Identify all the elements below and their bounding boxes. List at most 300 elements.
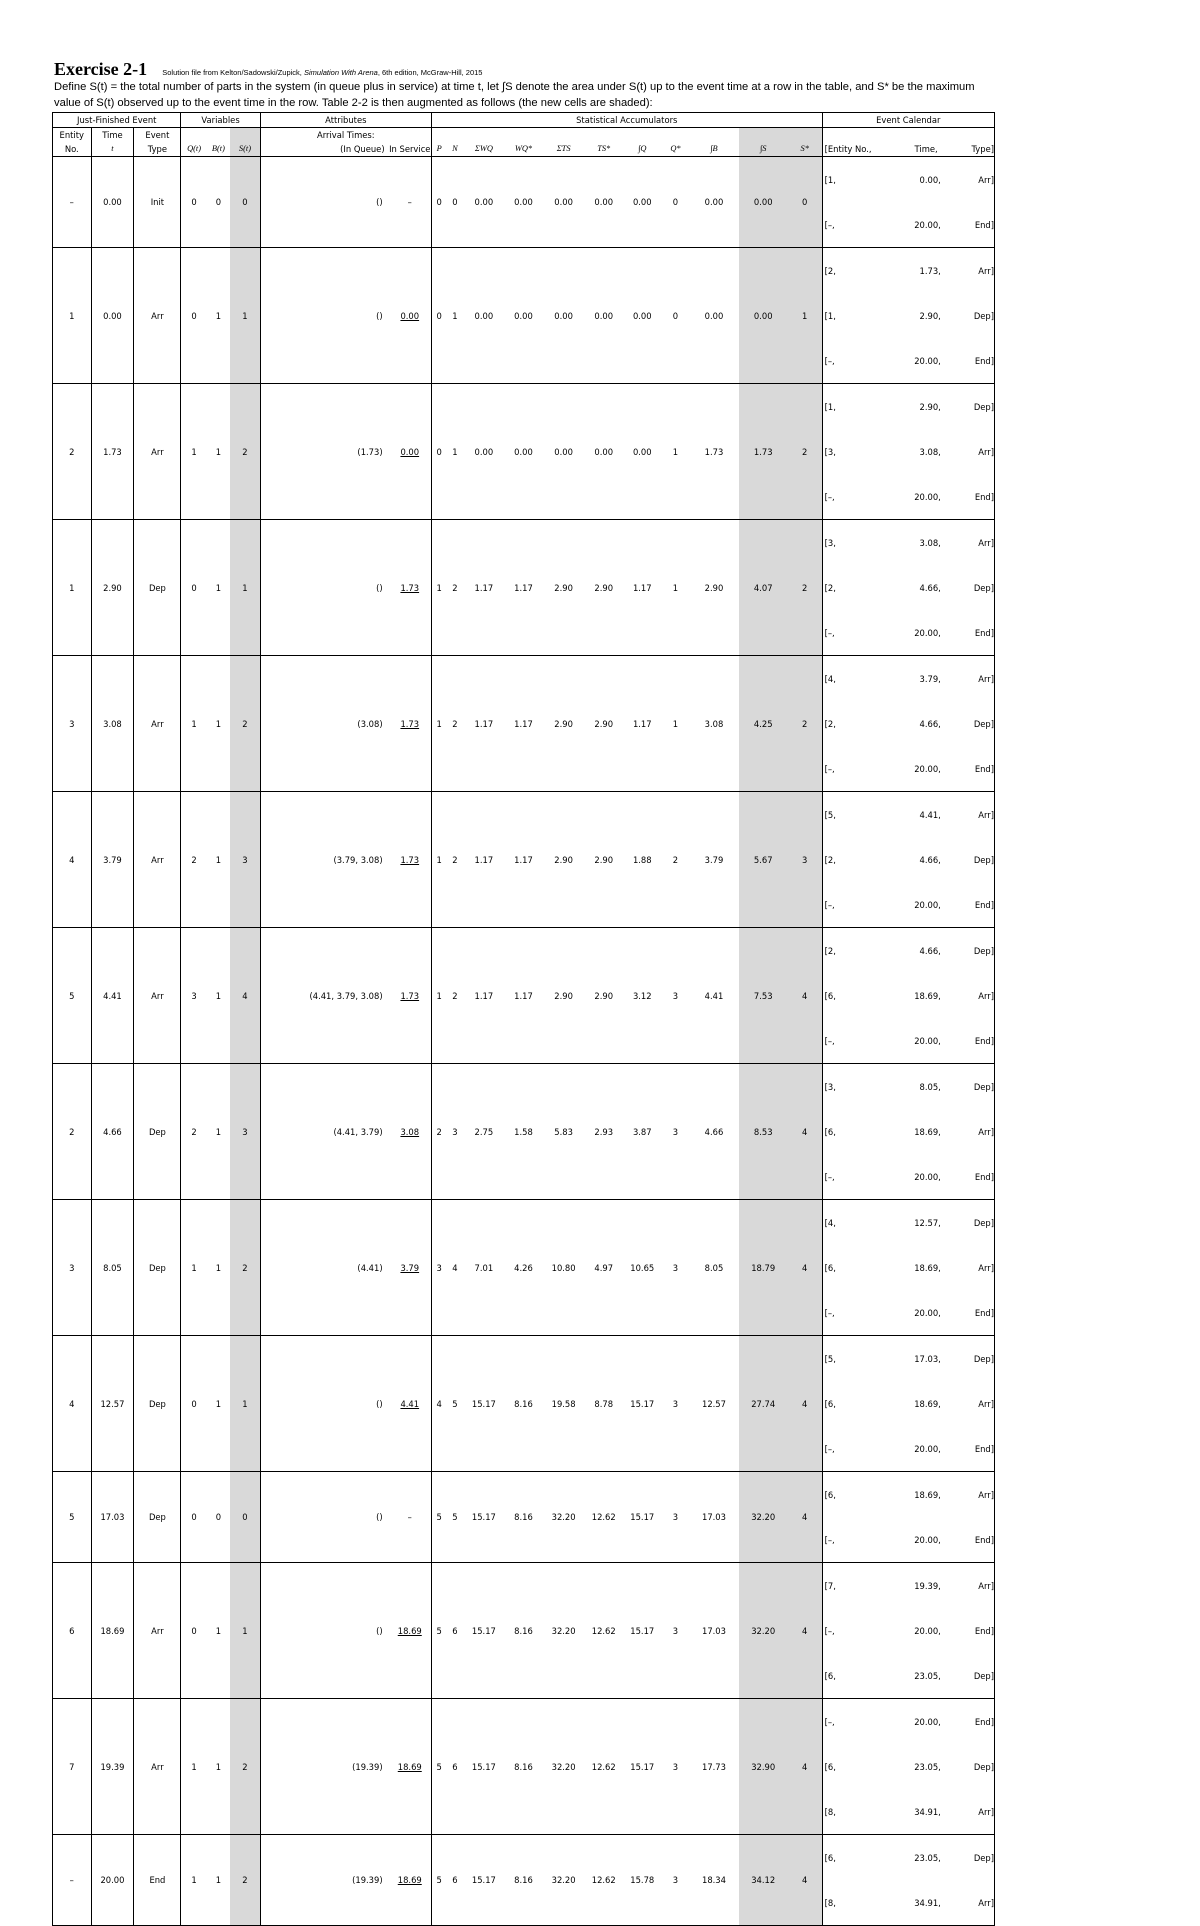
cell-is: 4.25 <box>739 656 788 792</box>
cell-qs: 3 <box>662 1563 690 1699</box>
cell-wqs: 0.00 <box>504 248 543 384</box>
calendar-time: 0.00, <box>919 174 941 185</box>
cell-queue: (19.39) <box>260 1699 388 1835</box>
table-row <box>53 157 995 248</box>
cell-p: 5 <box>431 1699 446 1835</box>
cell-qs: 3 <box>662 1200 690 1336</box>
cell-qs: 1 <box>662 520 690 656</box>
cell-ss: 2 <box>788 520 822 656</box>
calendar-entity: [2, <box>824 945 836 956</box>
cell-type: Dep <box>134 1472 181 1563</box>
calendar-time: 20.00, <box>914 763 941 774</box>
cell-q: 0 <box>181 1563 207 1699</box>
cell-ss: 4 <box>788 1336 822 1472</box>
cell-p: 1 <box>431 792 446 928</box>
calendar-type: End] <box>974 763 994 774</box>
cell-sts: 2.90 <box>543 928 585 1064</box>
cell-wqs: 0.00 <box>504 384 543 520</box>
calendar-type: Arr] <box>978 1126 994 1137</box>
header-event-type-2: Type <box>134 141 181 157</box>
event-calendar-cell <box>822 656 994 792</box>
cell-s: 3 <box>230 1064 260 1200</box>
cell-qs: 2 <box>662 792 690 928</box>
cell-queue: () <box>260 1563 388 1699</box>
calendar-type: Dep] <box>973 1761 994 1772</box>
calendar-entity: [6, <box>824 1852 836 1863</box>
cell-sts: 32.20 <box>543 1699 585 1835</box>
cell-time: 8.05 <box>91 1200 134 1336</box>
header-q: Q(t) <box>181 141 207 157</box>
calendar-time: 23.05, <box>914 1670 941 1681</box>
cell-swq: 1.17 <box>464 520 505 656</box>
cell-type: Dep <box>134 1064 181 1200</box>
header-arrival-times: Arrival Times: <box>260 128 431 142</box>
table-row <box>53 792 995 928</box>
cell-ent: 7 <box>53 1699 92 1835</box>
table-row <box>53 1336 995 1472</box>
calendar-entity: [2, <box>824 265 836 276</box>
source-citation: Solution file from Kelton/Sadowski/Zupick, Simulation With Arena, 6th edition, McGraw-Hill, 2015 <box>162 68 483 77</box>
calendar-type: Arr] <box>978 1580 994 1591</box>
calendar-time: 3.08, <box>919 446 941 457</box>
cell-swq: 7.01 <box>464 1200 505 1336</box>
cell-swq: 0.00 <box>464 157 505 248</box>
header-sum-wq: ΣWQ <box>464 141 505 157</box>
cell-iq: 0.00 <box>623 384 662 520</box>
table-row <box>53 1835 995 1926</box>
header-in-queue: (In Queue) <box>260 141 388 157</box>
cell-type: Arr <box>134 792 181 928</box>
cell-s: 2 <box>230 1835 260 1926</box>
cell-ent: 4 <box>53 1336 92 1472</box>
calendar-entity: [6, <box>824 1398 836 1409</box>
cell-time: 0.00 <box>91 248 134 384</box>
calendar-type: End] <box>974 1171 994 1182</box>
calendar-entity: [6, <box>824 1489 836 1500</box>
cell-qs: 3 <box>662 1064 690 1200</box>
cell-n: 2 <box>446 928 463 1064</box>
calendar-entity: [–, <box>824 1307 835 1318</box>
cell-ent: 4 <box>53 792 92 928</box>
calendar-type: End] <box>974 1534 994 1545</box>
calendar-type: End] <box>974 1625 994 1636</box>
cell-time: 20.00 <box>91 1835 134 1926</box>
cell-is: 27.74 <box>739 1336 788 1472</box>
cell-b: 1 <box>207 928 231 1064</box>
cell-b: 1 <box>207 656 231 792</box>
header-b: B(t) <box>207 141 231 157</box>
cell-ss: 4 <box>788 1563 822 1699</box>
exercise-title-line <box>54 59 482 80</box>
cell-is: 32.20 <box>739 1563 788 1699</box>
event-calendar-cell <box>822 928 994 1064</box>
cell-b: 1 <box>207 1336 231 1472</box>
header-s-max: S* <box>788 141 822 157</box>
calendar-entity: [–, <box>824 1716 835 1727</box>
calendar-time: 20.00, <box>914 1625 941 1636</box>
calendar-time: 23.05, <box>914 1852 941 1863</box>
header-entity-no: Entity <box>53 128 92 142</box>
cell-s: 1 <box>230 1336 260 1472</box>
calendar-entity: [4, <box>824 1217 836 1228</box>
header-q-max: Q* <box>662 141 690 157</box>
calendar-entity: [–, <box>824 1443 835 1454</box>
header-event-type: Event <box>134 128 181 142</box>
header-sum-ts: ΣTS <box>543 141 585 157</box>
cell-n: 5 <box>446 1336 463 1472</box>
calendar-type: Arr] <box>978 809 994 820</box>
cell-ib: 17.03 <box>689 1563 738 1699</box>
cell-time: 18.69 <box>91 1563 134 1699</box>
cell-b: 1 <box>207 1835 231 1926</box>
cell-service: 1.73 <box>389 792 432 928</box>
cell-n: 1 <box>446 248 463 384</box>
header-n: N <box>446 141 463 157</box>
cell-qs: 0 <box>662 248 690 384</box>
table-row <box>53 928 995 1064</box>
cell-tss: 0.00 <box>584 384 623 520</box>
cell-sts: 0.00 <box>543 384 585 520</box>
cell-type: End <box>134 1835 181 1926</box>
calendar-entity: [1, <box>824 174 836 185</box>
cell-is: 7.53 <box>739 928 788 1064</box>
cell-swq: 15.17 <box>464 1336 505 1472</box>
header-p: P <box>431 141 446 157</box>
cell-queue: (19.39) <box>260 1835 388 1926</box>
cell-n: 2 <box>446 656 463 792</box>
cell-service: 3.79 <box>389 1200 432 1336</box>
cell-sts: 2.90 <box>543 656 585 792</box>
calendar-entity: [–, <box>824 627 835 638</box>
event-calendar-cell <box>822 1336 994 1472</box>
cell-tss: 0.00 <box>584 248 623 384</box>
calendar-time: 4.66, <box>919 718 941 729</box>
calendar-time: 8.05, <box>919 1081 941 1092</box>
cell-swq: 0.00 <box>464 384 505 520</box>
calendar-time: 20.00, <box>914 1307 941 1318</box>
cell-tss: 12.62 <box>584 1835 623 1926</box>
cell-service: 4.41 <box>389 1336 432 1472</box>
cell-is: 8.53 <box>739 1064 788 1200</box>
calendar-type: Arr] <box>978 990 994 1001</box>
calendar-type: End] <box>974 1716 994 1727</box>
cell-iq: 3.87 <box>623 1064 662 1200</box>
calendar-time: 34.91, <box>914 1897 941 1908</box>
calendar-type: Dep] <box>973 1852 994 1863</box>
exercise-title: Exercise 2-1 <box>54 59 148 79</box>
cell-tss: 12.62 <box>584 1472 623 1563</box>
cell-swq: 15.17 <box>464 1835 505 1926</box>
cell-service: 3.08 <box>389 1064 432 1200</box>
cell-p: 0 <box>431 157 446 248</box>
calendar-time: 1.73, <box>919 265 941 276</box>
table-row <box>53 1699 995 1835</box>
calendar-type: End] <box>974 899 994 910</box>
calendar-entity: [2, <box>824 718 836 729</box>
cell-p: 0 <box>431 384 446 520</box>
cell-type: Dep <box>134 520 181 656</box>
cell-wqs: 8.16 <box>504 1336 543 1472</box>
cell-b: 0 <box>207 1472 231 1563</box>
cell-queue: () <box>260 520 388 656</box>
calendar-type: Dep] <box>973 310 994 321</box>
calendar-type: End] <box>974 491 994 502</box>
cell-wqs: 8.16 <box>504 1472 543 1563</box>
cell-time: 4.41 <box>91 928 134 1064</box>
cell-is: 18.79 <box>739 1200 788 1336</box>
cell-is: 0.00 <box>739 248 788 384</box>
calendar-type: Arr] <box>978 1262 994 1273</box>
cell-s: 2 <box>230 1699 260 1835</box>
header-ts-max: TS* <box>584 141 623 157</box>
cell-iq: 1.17 <box>623 520 662 656</box>
cell-queue: () <box>260 248 388 384</box>
cell-ss: 2 <box>788 384 822 520</box>
cell-iq: 15.17 <box>623 1699 662 1835</box>
cell-is: 1.73 <box>739 384 788 520</box>
cell-tss: 2.90 <box>584 792 623 928</box>
cell-type: Arr <box>134 928 181 1064</box>
cell-q: 2 <box>181 1064 207 1200</box>
calendar-time: 20.00, <box>914 491 941 502</box>
calendar-time: 20.00, <box>914 1171 941 1182</box>
cell-ent: 5 <box>53 928 92 1064</box>
cell-time: 4.66 <box>91 1064 134 1200</box>
cell-is: 4.07 <box>739 520 788 656</box>
cell-n: 2 <box>446 792 463 928</box>
calendar-entity: [7, <box>824 1580 836 1591</box>
cell-iq: 15.17 <box>623 1336 662 1472</box>
cell-s: 0 <box>230 157 260 248</box>
cell-q: 0 <box>181 520 207 656</box>
cell-queue: () <box>260 1472 388 1563</box>
calendar-type: Dep] <box>973 1081 994 1092</box>
cell-ib: 1.73 <box>689 384 738 520</box>
cell-type: Arr <box>134 384 181 520</box>
calendar-time: 17.03, <box>914 1353 941 1364</box>
cell-iq: 3.12 <box>623 928 662 1064</box>
cell-q: 2 <box>181 792 207 928</box>
event-calendar-cell <box>822 248 994 384</box>
cell-sts: 2.90 <box>543 520 585 656</box>
cell-b: 0 <box>207 157 231 248</box>
cell-p: 5 <box>431 1563 446 1699</box>
calendar-time: 12.57, <box>914 1217 941 1228</box>
cell-tss: 2.90 <box>584 928 623 1064</box>
calendar-entity: [6, <box>824 1126 836 1137</box>
calendar-time: 4.66, <box>919 945 941 956</box>
calendar-type: Dep] <box>973 1670 994 1681</box>
calendar-entity: [2, <box>824 854 836 865</box>
calendar-type: Dep] <box>973 582 994 593</box>
cell-p: 1 <box>431 520 446 656</box>
cell-ss: 3 <box>788 792 822 928</box>
cell-qs: 3 <box>662 1699 690 1835</box>
calendar-type: Arr] <box>978 265 994 276</box>
calendar-time: 3.79, <box>919 673 941 684</box>
cell-ib: 3.79 <box>689 792 738 928</box>
cell-queue: (3.79, 3.08) <box>260 792 388 928</box>
cell-type: Dep <box>134 1200 181 1336</box>
cell-ent: 6 <box>53 1563 92 1699</box>
calendar-entity: [5, <box>824 809 836 820</box>
cell-is: 32.90 <box>739 1699 788 1835</box>
cell-service: 18.69 <box>389 1699 432 1835</box>
cell-s: 1 <box>230 1563 260 1699</box>
header-int-q: ∫Q <box>623 141 662 157</box>
cell-ent: – <box>53 157 92 248</box>
cell-wqs: 1.17 <box>504 792 543 928</box>
cell-tss: 4.97 <box>584 1200 623 1336</box>
cell-q: 0 <box>181 248 207 384</box>
calendar-time: 18.69, <box>914 990 941 1001</box>
cell-ib: 0.00 <box>689 157 738 248</box>
cell-swq: 1.17 <box>464 656 505 792</box>
cell-swq: 0.00 <box>464 248 505 384</box>
cell-time: 3.79 <box>91 792 134 928</box>
cell-type: Arr <box>134 656 181 792</box>
calendar-type: Arr] <box>978 537 994 548</box>
cell-b: 1 <box>207 248 231 384</box>
calendar-time: 20.00, <box>914 899 941 910</box>
calendar-type: Dep] <box>973 945 994 956</box>
cell-wqs: 8.16 <box>504 1699 543 1835</box>
calendar-time: 20.00, <box>914 1035 941 1046</box>
calendar-type: Dep] <box>973 854 994 865</box>
calendar-type: Arr] <box>978 174 994 185</box>
header-row-1 <box>53 128 995 142</box>
event-calendar-cell <box>822 1699 994 1835</box>
header-ec-time: Time, <box>882 141 938 157</box>
calendar-entity: [–, <box>824 899 835 910</box>
calendar-type: Dep] <box>973 1217 994 1228</box>
table-row <box>53 1472 995 1563</box>
calendar-entity: [6, <box>824 1670 836 1681</box>
calendar-entity: [1, <box>824 310 836 321</box>
cell-ss: 4 <box>788 1200 822 1336</box>
cell-ib: 2.90 <box>689 520 738 656</box>
cell-type: Init <box>134 157 181 248</box>
cell-sts: 0.00 <box>543 157 585 248</box>
cell-service: 0.00 <box>389 384 432 520</box>
event-calendar-cell <box>822 1200 994 1336</box>
cell-time: 17.03 <box>91 1472 134 1563</box>
cell-sts: 32.20 <box>543 1472 585 1563</box>
cell-queue: () <box>260 1336 388 1472</box>
cell-ib: 17.73 <box>689 1699 738 1835</box>
definition-line-2: value of S(t) observed up to the event time in the row. Table 2-2 is then augmented as follows (the new cells are shaded): <box>54 97 653 109</box>
cell-ib: 17.03 <box>689 1472 738 1563</box>
cell-iq: 1.88 <box>623 792 662 928</box>
cell-p: 4 <box>431 1336 446 1472</box>
calendar-time: 20.00, <box>914 627 941 638</box>
group-header-row <box>53 113 995 128</box>
cell-type: Arr <box>134 248 181 384</box>
cell-ent: – <box>53 1835 92 1926</box>
cell-time: 1.73 <box>91 384 134 520</box>
cell-n: 4 <box>446 1200 463 1336</box>
header-wq-max: WQ* <box>504 141 543 157</box>
calendar-time: 19.39, <box>914 1580 941 1591</box>
cell-sts: 32.20 <box>543 1563 585 1699</box>
table-row <box>53 1064 995 1200</box>
cell-iq: 10.65 <box>623 1200 662 1336</box>
calendar-time: 20.00, <box>914 355 941 366</box>
cell-service: 18.69 <box>389 1563 432 1699</box>
cell-queue: (1.73) <box>260 384 388 520</box>
calendar-time: 3.08, <box>919 537 941 548</box>
cell-ent: 1 <box>53 248 92 384</box>
cell-wqs: 1.17 <box>504 928 543 1064</box>
calendar-entity: [6, <box>824 1262 836 1273</box>
calendar-type: End] <box>974 627 994 638</box>
calendar-time: 2.90, <box>919 310 941 321</box>
cell-tss: 0.00 <box>584 157 623 248</box>
cell-p: 2 <box>431 1064 446 1200</box>
cell-ib: 18.34 <box>689 1835 738 1926</box>
cell-tss: 12.62 <box>584 1563 623 1699</box>
cell-b: 1 <box>207 1563 231 1699</box>
calendar-type: Dep] <box>973 401 994 412</box>
cell-sts: 19.58 <box>543 1336 585 1472</box>
group-variables: Variables <box>181 113 260 128</box>
cell-swq: 1.17 <box>464 792 505 928</box>
cell-iq: 1.17 <box>623 656 662 792</box>
cell-n: 6 <box>446 1835 463 1926</box>
calendar-type: Dep] <box>973 1353 994 1364</box>
table-row <box>53 1563 995 1699</box>
cell-ss: 4 <box>788 1064 822 1200</box>
cell-q: 0 <box>181 1472 207 1563</box>
cell-tss: 2.90 <box>584 520 623 656</box>
header-int-s: ∫S <box>739 141 788 157</box>
table-row <box>53 520 995 656</box>
cell-n: 1 <box>446 384 463 520</box>
cell-ss: 1 <box>788 248 822 384</box>
cell-sts: 10.80 <box>543 1200 585 1336</box>
event-calendar-cell <box>822 1563 994 1699</box>
calendar-time: 18.69, <box>914 1398 941 1409</box>
cell-sts: 32.20 <box>543 1835 585 1926</box>
group-attributes: Attributes <box>260 113 431 128</box>
cell-n: 0 <box>446 157 463 248</box>
cell-qs: 1 <box>662 656 690 792</box>
cell-wqs: 0.00 <box>504 157 543 248</box>
calendar-entity: [–, <box>824 1625 835 1636</box>
calendar-entity: [3, <box>824 446 836 457</box>
cell-wqs: 1.58 <box>504 1064 543 1200</box>
calendar-entity: [–, <box>824 763 835 774</box>
group-just-finished-event: Just-Finished Event <box>53 113 181 128</box>
calendar-entity: [–, <box>824 1035 835 1046</box>
calendar-type: Arr] <box>978 1806 994 1817</box>
calendar-time: 20.00, <box>914 1716 941 1727</box>
cell-is: 32.20 <box>739 1472 788 1563</box>
cell-swq: 1.17 <box>464 928 505 1064</box>
cell-s: 2 <box>230 1200 260 1336</box>
cell-ib: 12.57 <box>689 1336 738 1472</box>
cell-ent: 1 <box>53 520 92 656</box>
cell-qs: 3 <box>662 1472 690 1563</box>
cell-queue: (4.41) <box>260 1200 388 1336</box>
cell-queue: (3.08) <box>260 656 388 792</box>
header-in-service: In Service <box>389 141 432 157</box>
cell-ent: 3 <box>53 656 92 792</box>
calendar-time: 18.69, <box>914 1489 941 1500</box>
calendar-type: End] <box>974 1307 994 1318</box>
cell-q: 1 <box>181 656 207 792</box>
cell-is: 0.00 <box>739 157 788 248</box>
